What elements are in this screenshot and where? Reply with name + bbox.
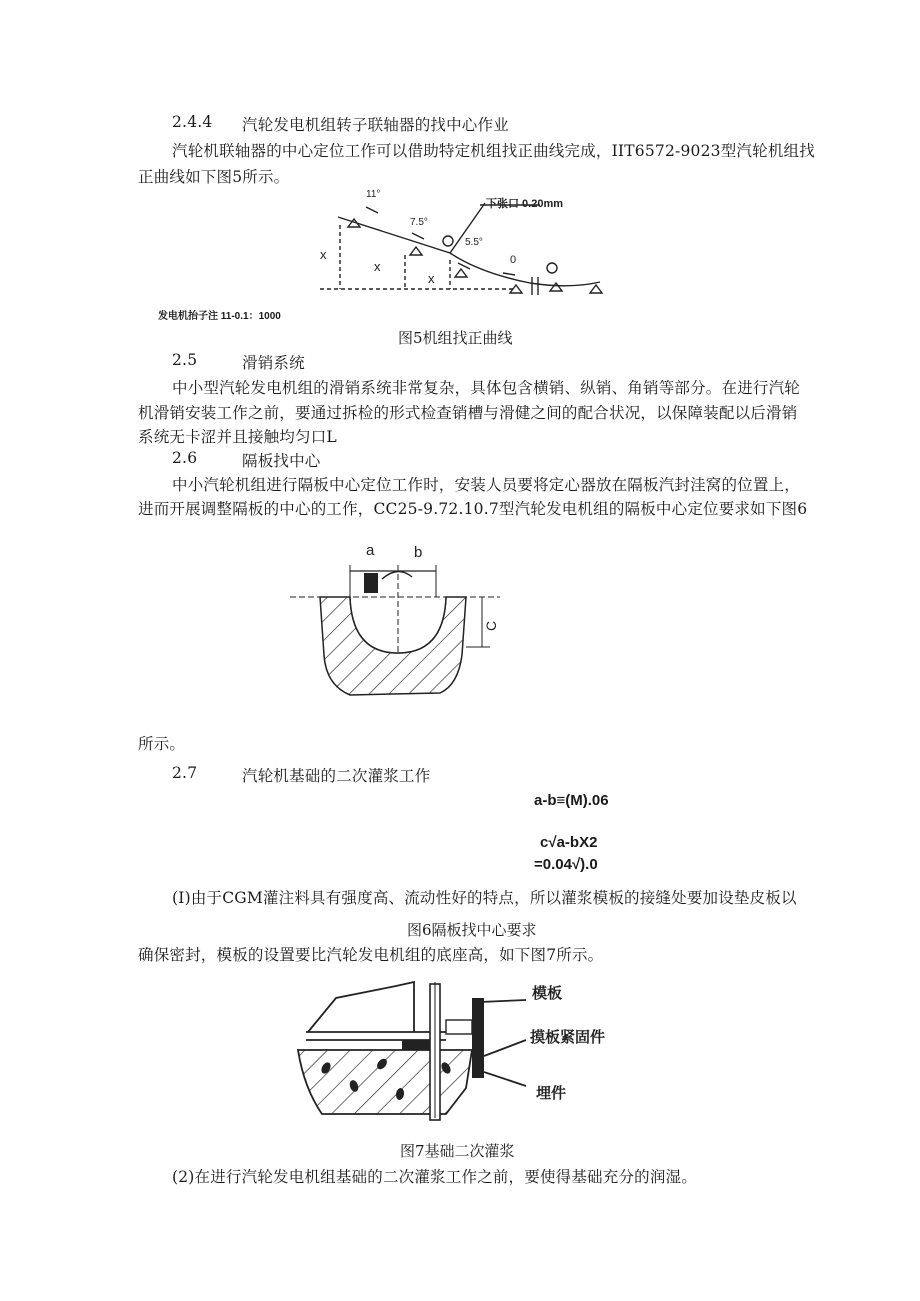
fig5-open-label: 下张口 0.20mm: [486, 198, 564, 210]
fig5-x-1: x: [320, 247, 327, 262]
fig5-zero: 0: [510, 254, 517, 266]
paragraph-2-line-1: 中小型汽轮发电机组的滑销系统非常复杂，具体包含横销、纵销、角销等部分。在进行汽轮: [172, 379, 801, 397]
fig5-x-3: x: [428, 271, 435, 286]
figure-6-diaphragm-centering: [290, 535, 510, 705]
formula-line-3: =0.04√).0: [534, 856, 598, 873]
paragraph-6: (2)在进行汽轮发电机组基础的二次灌浆工作之前，要使得基础充分的润湿。: [172, 1168, 697, 1186]
fig5-angle-5-5: 5.5°: [465, 237, 483, 248]
section-2-4-4-number: 2.4.4: [172, 113, 213, 131]
fig6-label-c: C: [483, 620, 499, 631]
fig6-label-b: b: [414, 544, 423, 561]
paragraph-3-end: 所示。: [138, 735, 186, 753]
paragraph-3-line-2: 进而开展调整隔板的中心的工作，CC25-9.72.10.7型汽轮发电机组的隔板中心定位要求如下图6: [138, 500, 808, 518]
fig6-label-a: a: [366, 542, 375, 559]
figure-5-alignment-curve: [300, 185, 620, 310]
fig5-angle-11: 11°: [366, 189, 381, 200]
paragraph-1-line-1: 汽轮机联轴器的中心定位工作可以借助特定机组找正曲线完成，IIT6572-9023型汽轮机组找: [172, 142, 815, 160]
figure-7-foundation-grouting: [296, 968, 636, 1128]
section-2-4-4-title: 汽轮发电机组转子联轴器的找中心作业: [242, 116, 509, 134]
paragraph-2-line-2: 机滑销安装工作之前，要通过拆检的形式检查销槽与滑健之间的配合状况，以保障装配以后滑销: [138, 404, 798, 422]
figure-6-caption: 图6隔板找中心要求: [407, 921, 537, 939]
paragraph-3-line-1: 中小汽轮机组进行隔板中心定位工作时，安装人员要将定心器放在隔板汽封洼窝的位置上，: [172, 476, 801, 494]
fig7-label-fastener: 摸板紧固件: [530, 1029, 606, 1046]
section-2-7-number: 2.7: [172, 764, 198, 782]
figure-7-caption: 图7基础二次灌浆: [400, 1142, 515, 1160]
figure-5-note: 发电机抬子注 11-0.1：1000: [158, 311, 281, 322]
fig7-label-embedded: 埋件: [536, 1085, 567, 1102]
section-2-7-title: 汽轮机基础的二次灌浆工作: [242, 767, 431, 785]
fig5-x-2: x: [374, 259, 381, 274]
fig5-angle-7-5: 7.5°: [410, 217, 428, 228]
paragraph-2-line-3: 系统无卡涩并且接触均匀口L: [138, 428, 337, 446]
fig7-label-template: 模板: [532, 985, 563, 1002]
formula-line-1: a-b≡(M).06: [534, 792, 609, 809]
paragraph-1-line-2: 正曲线如下图5所示。: [138, 168, 290, 186]
section-2-5-title: 滑销系统: [242, 354, 305, 372]
section-2-6-number: 2.6: [172, 449, 198, 467]
paragraph-5: 确保密封，模板的设置要比汽轮发电机组的底座高，如下图7所示。: [138, 946, 604, 964]
formula-line-2: c√a-bX2: [540, 834, 598, 851]
paragraph-4: (I)由于CGM灌注料具有强度高、流动性好的特点，所以灌浆模板的接缝处要加设垫皮板以: [172, 889, 797, 907]
figure-5-caption: 图5机组找正曲线: [398, 329, 513, 347]
section-2-5-number: 2.5: [172, 351, 198, 369]
section-2-6-title: 隔板找中心: [242, 452, 321, 470]
